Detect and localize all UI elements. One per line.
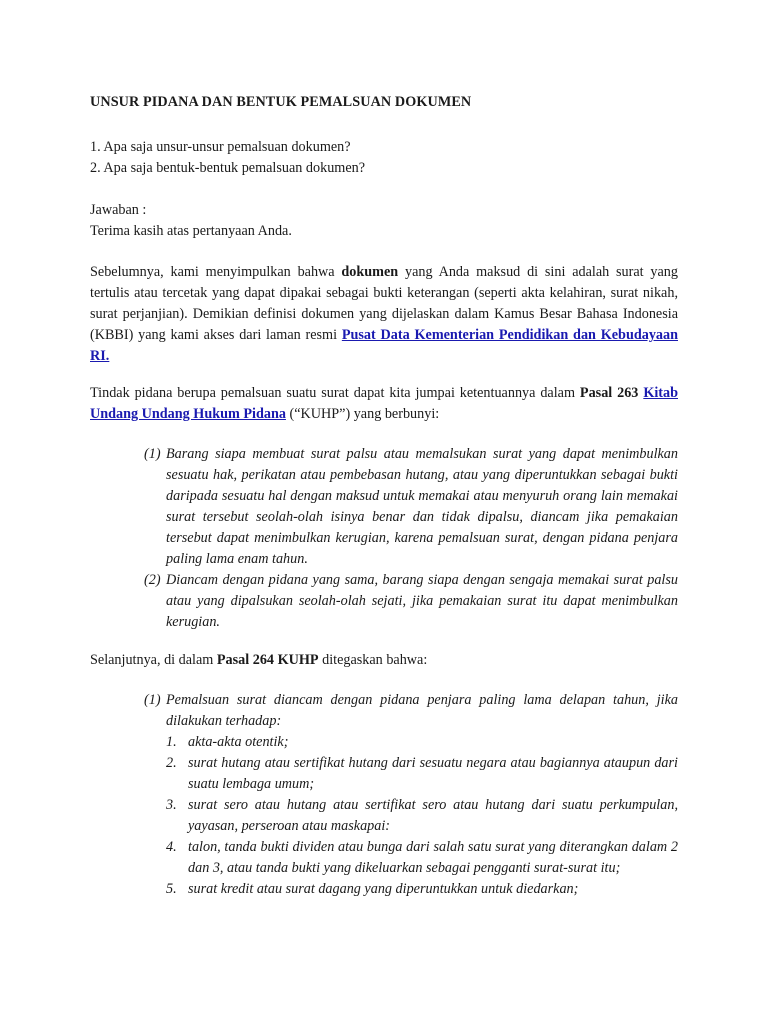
paragraph-pasal-264-intro (90, 650, 678, 671)
paragraph-pasal-263-intro (90, 383, 678, 425)
sub-item-number: 3. (166, 797, 177, 813)
pasal-264-quote (144, 690, 678, 900)
sub-item-3 (144, 795, 678, 837)
para1-text-2: yang Anda maksud di sini adalah surat yang tertulis atau tercetak yang dapat dipakai sebagai bukti keterangan (seperti akta kelahiran, surat nikah, surat perjanjian). Demikian definisi dokumen yang dijelaskan dalam Kamus Besar Bahasa Indonesia (KBBI) yang kami akses dari laman resmi (90, 264, 678, 343)
item-number: (1) (144, 692, 161, 708)
sub-item-2 (144, 753, 678, 795)
sub-item-text: talon, tanda bukti dividen atau bunga dari salah satu surat yang diterangkan dalam 2 dan 3, atau tanda bukti yang dikeluarkan sebagai pengganti surat-surat itu; (188, 839, 678, 876)
sub-item-1 (144, 732, 678, 753)
sub-item-5 (144, 879, 678, 900)
question-2: 2. Apa saja bentuk-bentuk pemalsuan dokumen? (90, 160, 366, 176)
sub-item-number: 4. (166, 839, 177, 855)
sub-item-text: surat hutang atau sertifikat hutang dari sesuatu negara atau bagiannya ataupun dari suatu lembaga umum; (188, 755, 678, 792)
document-title: UNSUR PIDANA DAN BENTUK PEMALSUAN DOKUMEN (90, 94, 472, 110)
para1-text-1: Sebelumnya, kami menyimpulkan bahwa (90, 264, 342, 280)
sub-item-number: 2. (166, 755, 177, 771)
answer-intro (90, 200, 678, 242)
sub-item-text: surat kredit atau surat dagang yang diperuntukkan untuk diedarkan; (188, 881, 579, 897)
thanks-line: Terima kasih atas pertanyaan Anda. (90, 223, 292, 239)
item-number: (2) (144, 572, 161, 588)
kuhp-link[interactable]: Kitab Undang Undang Hukum Pidana (90, 385, 678, 422)
item-text: Barang siapa membuat surat palsu atau memalsukan surat yang dapat menimbulkan sesuatu hak, perikatan atau pembebasan hutang, atau yang diperuntukkan sebagai bukti daripada sesuatu hal dengan maksud untuk memakai atau menyuruh orang lain memakai surat tersebut seolah-olah isinya benar dan tidak dipalsu, diancam jika pemakaian tersebut dapat menimbulkan kerugian, karena pemalsuan surat, dengan pidana penjara paling lama enam tahun. (166, 446, 678, 567)
question-1: 1. Apa saja unsur-unsur pemalsuan dokumen? (90, 139, 351, 155)
item-text: Diancam dengan pidana yang sama, barang siapa dengan sengaja memakai surat palsu atau yang dipalsukan seolah-olah sejati, jika pemakaian surat itu dapat menimbulkan kerugian. (166, 572, 678, 630)
pasal-264-item-1 (144, 690, 678, 732)
kemendikbud-link[interactable]: Pusat Data Kementerian Pendidikan dan Kebudayaan RI. (90, 327, 678, 364)
para3-bold-pasal: Pasal 264 KUHP (216, 652, 319, 668)
para1-bold-dokumen: dokumen (341, 264, 399, 280)
question-list (90, 137, 678, 179)
item-text: Pemalsuan surat diancam dengan pidana penjara paling lama delapan tahun, jika dilakukan terhadap: (166, 692, 678, 729)
sub-item-4 (144, 837, 678, 879)
sub-item-text: akta-akta otentik; (188, 734, 289, 750)
para3-text-2: ditegaskan bahwa: (318, 652, 428, 668)
pasal-263-item-2 (144, 570, 678, 633)
sub-item-number: 5. (166, 881, 177, 897)
pasal-263-quote (144, 444, 678, 633)
para2-bold-pasal: Pasal 263 (579, 385, 639, 401)
para3-text-1: Selanjutnya, di dalam (90, 652, 217, 668)
pasal-263-item-1 (144, 444, 678, 570)
item-number: (1) (144, 446, 161, 462)
para2-text-3: (“KUHP”) yang berbunyi: (285, 406, 440, 422)
sub-item-number: 1. (166, 734, 177, 750)
sub-item-text: surat sero atau hutang atau sertifikat sero atau hutang dari suatu perkumpulan, yayasan, perseroan atau maskapai: (188, 797, 678, 834)
answer-label: Jawaban : (90, 202, 147, 218)
paragraph-dokumen-definition (90, 262, 678, 367)
para2-text-1: Tindak pidana berupa pemalsuan suatu surat dapat kita jumpai ketentuannya dalam (90, 385, 580, 401)
